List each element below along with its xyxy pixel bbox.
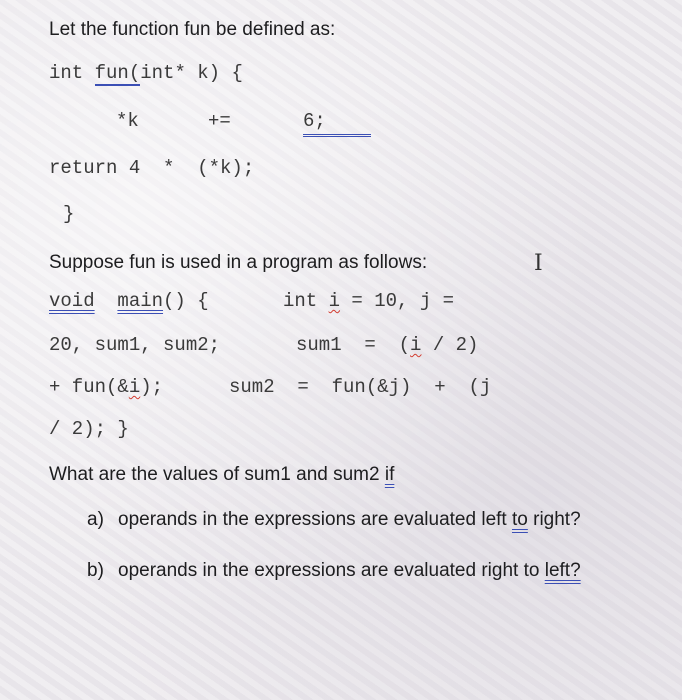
sum1-div: / 2) <box>421 334 479 356</box>
option-a-text <box>118 509 581 531</box>
var-i-2: i <box>410 334 422 356</box>
option-a-label: a) <box>87 509 104 530</box>
code-plus-equals: += <box>208 110 231 132</box>
code-fun-signature <box>49 62 243 84</box>
code-six: 6; <box>303 110 371 137</box>
fun-call-end: ); <box>140 376 164 398</box>
var-i-1: i <box>328 290 341 312</box>
code-int-decl <box>283 290 454 312</box>
keyword-int: int <box>49 62 84 84</box>
keyword-int-2: int <box>283 290 329 312</box>
code-line4: / 2); } <box>49 418 129 440</box>
code-deref-k: *k <box>116 110 139 132</box>
option-b-text <box>118 560 581 582</box>
option-a-to: to <box>511 509 528 530</box>
decl-values: = 10, j = <box>340 290 455 312</box>
option-b-label: b) <box>87 560 104 581</box>
option-a-end: right? <box>527 509 581 530</box>
question-intro: Suppose fun is used in a program as follows: <box>49 252 428 273</box>
keyword-void: void <box>49 290 95 312</box>
code-return: return 4 * (*k); <box>49 157 255 179</box>
code-sum1-assign <box>296 334 478 356</box>
code-sum2-assign: sum2 = fun(&j) + (j <box>229 376 492 398</box>
question-text <box>49 464 394 486</box>
code-fun-call <box>49 376 163 398</box>
intro-text: Let the function fun be defined as: <box>49 19 336 40</box>
question-main: What are the values of sum1 and sum2 <box>49 464 385 485</box>
option-b-main: operands in the expressions are evaluated right to <box>118 560 545 581</box>
main-parens: () { <box>163 290 209 312</box>
text-cursor-icon: I <box>534 251 543 276</box>
fun-name: fun( <box>94 62 141 84</box>
fun-call-start: + fun(& <box>49 376 129 398</box>
signature-params: int* k) { <box>140 62 243 84</box>
var-i-3: i <box>128 376 141 398</box>
code-line2-decl: 20, sum1, sum2; <box>49 334 221 356</box>
sum1-lhs: sum1 = ( <box>296 334 411 356</box>
code-main-line1 <box>49 290 209 312</box>
main-name: main <box>117 290 164 312</box>
option-a-main: operands in the expressions are evaluated left <box>118 509 512 530</box>
option-b-left: left? <box>544 560 581 581</box>
code-close-brace: } <box>63 203 75 225</box>
question-if: if <box>384 464 395 485</box>
